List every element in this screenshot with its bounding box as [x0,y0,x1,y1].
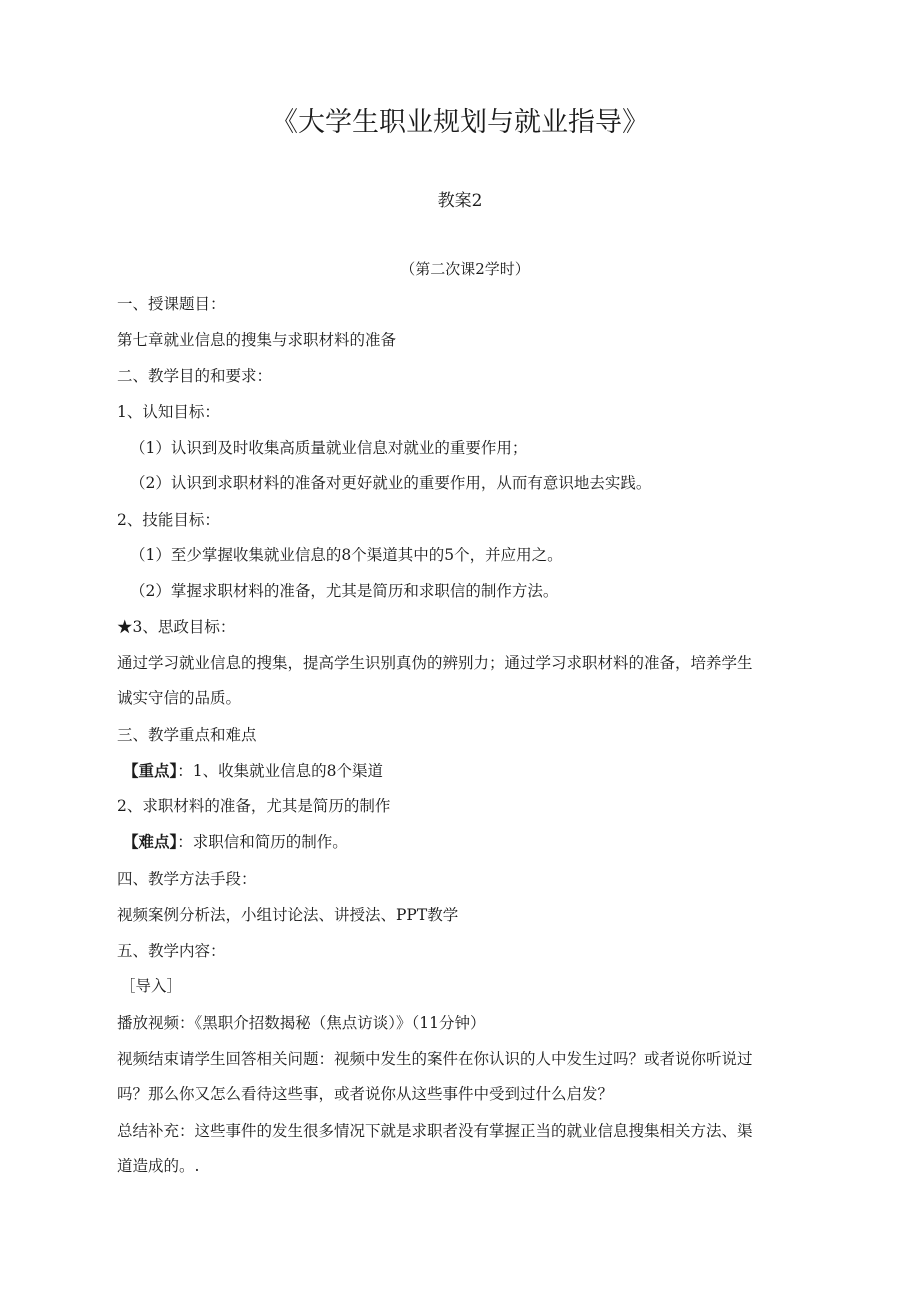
cognitive-objective-1: （1）认识到及时收集高质量就业信息对就业的重要作用； [130,439,528,457]
intro-heading: ［导入］ [120,977,183,995]
video-line: 播放视频：《黑职介招数揭秘（焦点访谈）》（11分钟） [117,1014,486,1032]
ideological-objective-text-1: 通过学习就业信息的搜集，提高学生识别真伪的辨别力；通过学习求职材料的准备，培养学生 [117,654,753,672]
lesson-plan-number: 教案2 [437,191,483,211]
section-heading-key-points: 三、教学重点和难点 [117,726,257,744]
skill-objective-2: （2）掌握求职材料的准备，尤其是简历和求职信的制作方法。 [130,582,559,600]
section-heading-methods: 四、教学方法手段： [117,870,257,888]
section-heading-topic: 一、授课题目： [117,295,226,313]
topic-text: 第七章就业信息的搜集与求职材料的准备 [117,331,397,349]
key-point-label: 【重点】 [123,761,178,780]
key-point-line-2: 2、求职材料的准备，尤其是简历的制作 [117,797,391,815]
section-heading-content: 五、教学内容： [117,942,226,960]
summary-line-1: 总结补充：这些事件的发生很多情况下就是求职者没有掌握正当的就业信息搜集相关方法、渠 [117,1122,753,1140]
document-title: 《大学生职业规划与就业指导》 [271,107,649,138]
questions-line-2: 吗？那么你又怎么看待这些事，或者说你从这些事件中受到过什么启发？ [117,1085,614,1103]
key-point-text: ：1、收集就业信息的8个渠道 [177,762,383,780]
key-point-line [123,761,383,781]
skill-objective-heading: 2、技能目标： [117,511,220,529]
section-heading-objectives: 二、教学目的和要求： [117,367,273,385]
skill-objective-1: （1）至少掌握收集就业信息的8个渠道其中的5个，并应用之。 [130,546,563,564]
ideological-objective-heading: ★3、思政目标： [117,618,236,636]
session-info: （第二次课2学时） [400,260,530,278]
cognitive-objective-2: （2）认识到求职材料的准备对更好就业的重要作用，从而有意识地去实践。 [130,474,652,492]
summary-line-2: 道造成的。. [117,1157,200,1175]
difficulty-text: ：求职信和简历的制作。 [177,833,348,851]
difficulty-label: 【难点】 [123,832,178,851]
difficulty-line [123,832,348,852]
ideological-objective-text-2: 诚实守信的品质。 [117,689,242,707]
methods-text: 视频案例分析法，小组讨论法、讲授法、PPT教学 [117,906,459,924]
questions-line-1: 视频结束请学生回答相关问题：视频中发生的案件在你认识的人中发生过吗？或者说你听说过 [117,1050,753,1068]
cognitive-objective-heading: 1、认知目标： [117,403,220,421]
